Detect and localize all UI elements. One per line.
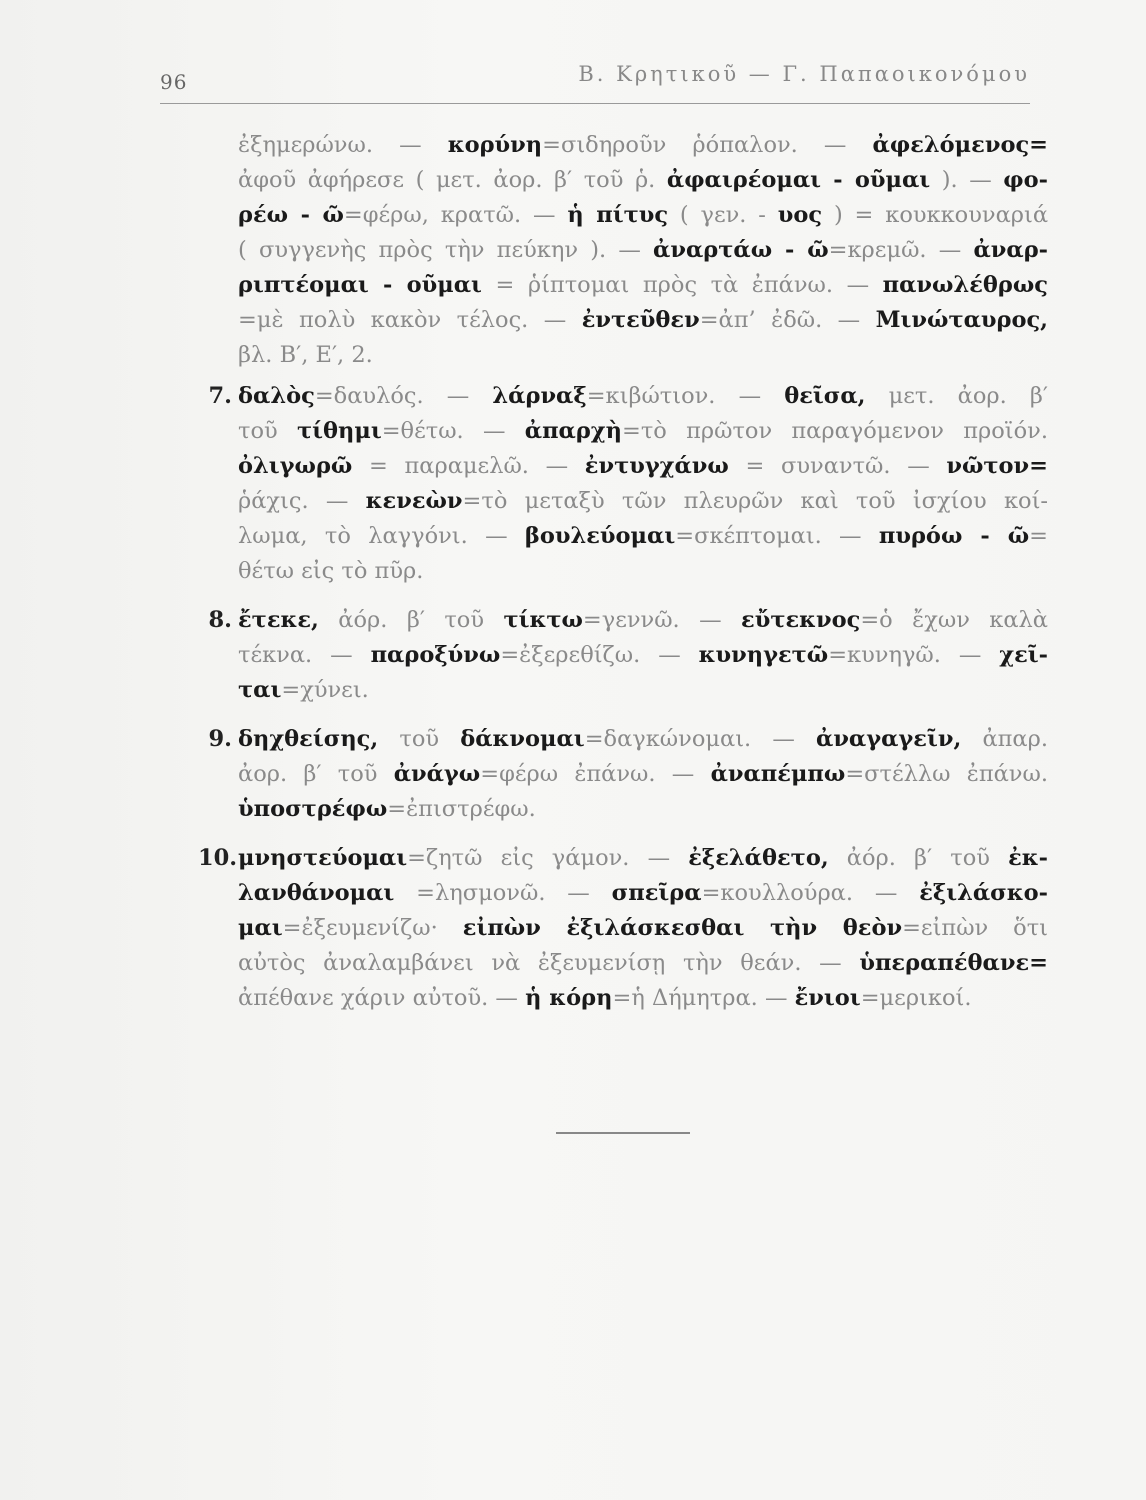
gloss: =ζητῶ εἰς γάμον. — xyxy=(407,845,689,871)
glossary-entry xyxy=(198,379,1048,589)
headword: χεῖ- xyxy=(999,642,1048,668)
text-line xyxy=(238,911,1048,946)
headword: εἰπὼν ἐξιλάσκεσθαι τὴν θεὸν xyxy=(462,915,903,941)
headword: κορύνη xyxy=(447,132,543,158)
gloss: =μὲ πολὺ κακὸν τέλος. — xyxy=(238,307,582,333)
text-line xyxy=(238,603,1048,638)
gloss: ἀπαρ. xyxy=(961,726,1048,752)
headword: μνηστεύομαι xyxy=(238,845,408,871)
headword: ἐντυγχάνω xyxy=(584,453,729,479)
gloss: ῥάχις. — xyxy=(238,488,366,514)
glossary-entry xyxy=(198,841,1048,1016)
text-line xyxy=(238,638,1048,673)
gloss: αὐτὸς ἀναλαμβάνει νὰ ἐξευμενίσῃ τὴν θεάν. — xyxy=(238,950,860,976)
text-line xyxy=(238,841,1048,876)
page-number: 96 xyxy=(160,70,188,94)
gloss: τοῦ xyxy=(378,726,461,752)
headword: ἐκ- xyxy=(1008,845,1048,871)
headword: ἐξελάθετο, xyxy=(688,845,829,871)
gloss: =ἐξευμενίζω· xyxy=(282,915,463,941)
headword: ἀναρ- xyxy=(973,237,1048,263)
headword: ἐντεῦθεν xyxy=(581,307,700,333)
gloss: =ἐξερεθίζω. — xyxy=(500,642,699,668)
gloss: =χύνει. xyxy=(281,677,369,703)
gloss: =κουλλούρα. — xyxy=(701,880,920,906)
headword: ἔνιοι xyxy=(794,985,861,1011)
entry-number: 9. xyxy=(208,726,232,752)
gloss: ἐξημερώνω. — xyxy=(238,132,448,158)
headword: υος xyxy=(777,202,823,228)
headword: λανθάνομαι xyxy=(238,880,395,906)
headword: δηχθείσης, xyxy=(238,726,379,752)
headword: δαλὸς xyxy=(238,383,315,409)
headword: ρέω - ῶ xyxy=(238,202,344,228)
gloss: ). — xyxy=(930,167,1004,193)
gloss: ἀόρ. β′ τοῦ xyxy=(828,845,1009,871)
gloss: =σκέπτομαι. — xyxy=(675,523,879,549)
headword: Μινώταυρος, xyxy=(875,307,1049,333)
gloss: ἀπέθανε χάριν αὐτοῦ. — xyxy=(238,985,526,1011)
gloss: = παραμελῶ. — xyxy=(352,453,585,479)
text-line xyxy=(238,128,1048,163)
headword: σπεῖρα xyxy=(611,880,702,906)
gloss: λωμα, τὸ λαγγόνι. — xyxy=(238,523,525,549)
headword: ἀναπέμπω xyxy=(710,761,846,787)
headword: ἀφελόμενος= xyxy=(872,132,1048,158)
gloss: =κυνηγῶ. — xyxy=(828,642,1000,668)
gloss: =εἰπὼν ὅτι xyxy=(902,915,1048,941)
headword: ἐξιλάσκο- xyxy=(919,880,1048,906)
headword: βουλεύομαι xyxy=(524,523,676,549)
gloss: =θέτω. — xyxy=(381,418,525,444)
gloss: ἀφοῦ ἀφήρεσε ( μετ. ἀορ. β′ τοῦ ῥ. xyxy=(238,167,667,193)
gloss: ἀορ. β′ τοῦ xyxy=(238,761,394,787)
gloss: =γεννῶ. — xyxy=(582,607,742,633)
entry-number: 8. xyxy=(208,607,232,633)
text-line xyxy=(238,268,1048,303)
gloss: βλ. Β′, Ε′, 2. xyxy=(238,342,373,368)
headword: ὑπεραπέθανε= xyxy=(859,950,1048,976)
text-line xyxy=(238,414,1048,449)
headword: τίκτω xyxy=(503,607,583,633)
headword: ἀφαιρέομαι - οῦμαι xyxy=(666,167,931,193)
headword: κυνηγετῶ xyxy=(698,642,829,668)
text-line xyxy=(238,946,1048,981)
gloss: =ἐπιστρέφω. xyxy=(387,796,536,822)
gloss: = συναντῶ. — xyxy=(728,453,947,479)
headword: φο- xyxy=(1003,167,1048,193)
headword: δάκνομαι xyxy=(460,726,585,752)
headword: ὑποστρέφω xyxy=(238,796,388,822)
headword: λάρναξ xyxy=(492,383,587,409)
gloss: ( συγγενὴς πρὸς τὴν πεύκην ). — xyxy=(238,237,654,263)
headword: πυρόω - ῶ xyxy=(878,523,1030,549)
headword: πανωλέθρως xyxy=(882,272,1048,298)
headword: εὔτεκνος xyxy=(741,607,861,633)
gloss: =στέλλω ἐπάνω. xyxy=(845,761,1048,787)
glossary-entry xyxy=(198,603,1048,708)
headword: θεῖσα, xyxy=(784,383,866,409)
gloss: τέκνα. — xyxy=(238,642,371,668)
closing-rule xyxy=(556,1132,690,1134)
gloss: =κιβώτιον. — xyxy=(586,383,785,409)
glossary-text xyxy=(198,128,1048,1030)
gloss: = ῥίπτομαι πρὸς τὰ ἐπάνω. — xyxy=(481,272,883,298)
text-line xyxy=(238,792,1048,827)
gloss: =φέρω, κρατῶ. — xyxy=(343,202,568,228)
headword: τίθημι xyxy=(296,418,382,444)
headword: ἀνάγω xyxy=(393,761,481,787)
headword: ται xyxy=(238,677,282,703)
header-rule xyxy=(160,103,1030,104)
entry-number: 10. xyxy=(198,845,238,871)
gloss: =τὸ μεταξὺ τῶν πλευρῶν καὶ τοῦ ἰσχίου κοί- xyxy=(462,488,1049,514)
gloss: =ὁ ἔχων καλὰ xyxy=(860,607,1048,633)
gloss: =ἡ Δήμητρα. — xyxy=(612,985,795,1011)
gloss: ἀόρ. β′ τοῦ xyxy=(318,607,504,633)
gloss: =δαγκώνομαι. — xyxy=(584,726,816,752)
headword: ἡ κόρη xyxy=(525,985,613,1011)
entry-number: 7. xyxy=(208,383,232,409)
text-line xyxy=(238,519,1048,554)
gloss: =μερικοί. xyxy=(860,985,972,1011)
headword: ριπτέομαι - οῦμαι xyxy=(238,272,482,298)
gloss: = xyxy=(1029,523,1048,549)
gloss: =σιδηροῦν ῥόπαλον. — xyxy=(542,132,873,158)
gloss: μετ. ἀορ. β′ xyxy=(865,383,1048,409)
text-line xyxy=(238,163,1048,198)
text-line xyxy=(238,981,1048,1016)
text-line xyxy=(238,722,1048,757)
gloss: =κρεμῶ. — xyxy=(828,237,974,263)
headword: παροξύνω xyxy=(370,642,501,668)
page-header xyxy=(160,62,1030,102)
text-line xyxy=(238,379,1048,414)
headword: ἀναγαγεῖν, xyxy=(816,726,962,752)
gloss: τοῦ xyxy=(238,418,297,444)
gloss: ) = κουκκουναριά xyxy=(822,202,1049,228)
headword: ἔτεκε, xyxy=(238,607,319,633)
text-line xyxy=(238,233,1048,268)
headword: ἀπαρχὴ xyxy=(524,418,622,444)
running-head: Β. Κρητικοῦ — Γ. Παπαοικονόμου xyxy=(578,62,1030,86)
text-line xyxy=(238,673,1048,708)
headword: ὀλιγωρῶ xyxy=(238,453,353,479)
text-line xyxy=(238,198,1048,233)
text-line xyxy=(238,484,1048,519)
headword: νῶτον= xyxy=(946,453,1049,479)
text-line xyxy=(238,303,1048,338)
headword: ἀναρτάω - ῶ xyxy=(653,237,829,263)
gloss: ( γεν. - xyxy=(668,202,778,228)
text-line xyxy=(238,757,1048,792)
gloss: =τὸ πρῶτον παραγόμενον προϊόν. xyxy=(621,418,1048,444)
glossary-entry xyxy=(198,722,1048,827)
glossary-entry xyxy=(198,128,1048,373)
headword: κενεὼν xyxy=(365,488,463,514)
headword: μαι xyxy=(238,915,283,941)
text-line xyxy=(238,554,1048,589)
gloss: =φέρω ἐπάνω. — xyxy=(480,761,711,787)
text-line xyxy=(238,338,1048,373)
gloss: =δαυλός. — xyxy=(314,383,493,409)
gloss: =ἀπ’ ἐδῶ. — xyxy=(699,307,876,333)
headword: ἡ πίτυς xyxy=(567,202,669,228)
gloss: θέτω εἰς τὸ πῦρ. xyxy=(238,558,424,584)
text-line xyxy=(238,876,1048,911)
gloss: =λησμονῶ. — xyxy=(394,880,612,906)
text-line xyxy=(238,449,1048,484)
